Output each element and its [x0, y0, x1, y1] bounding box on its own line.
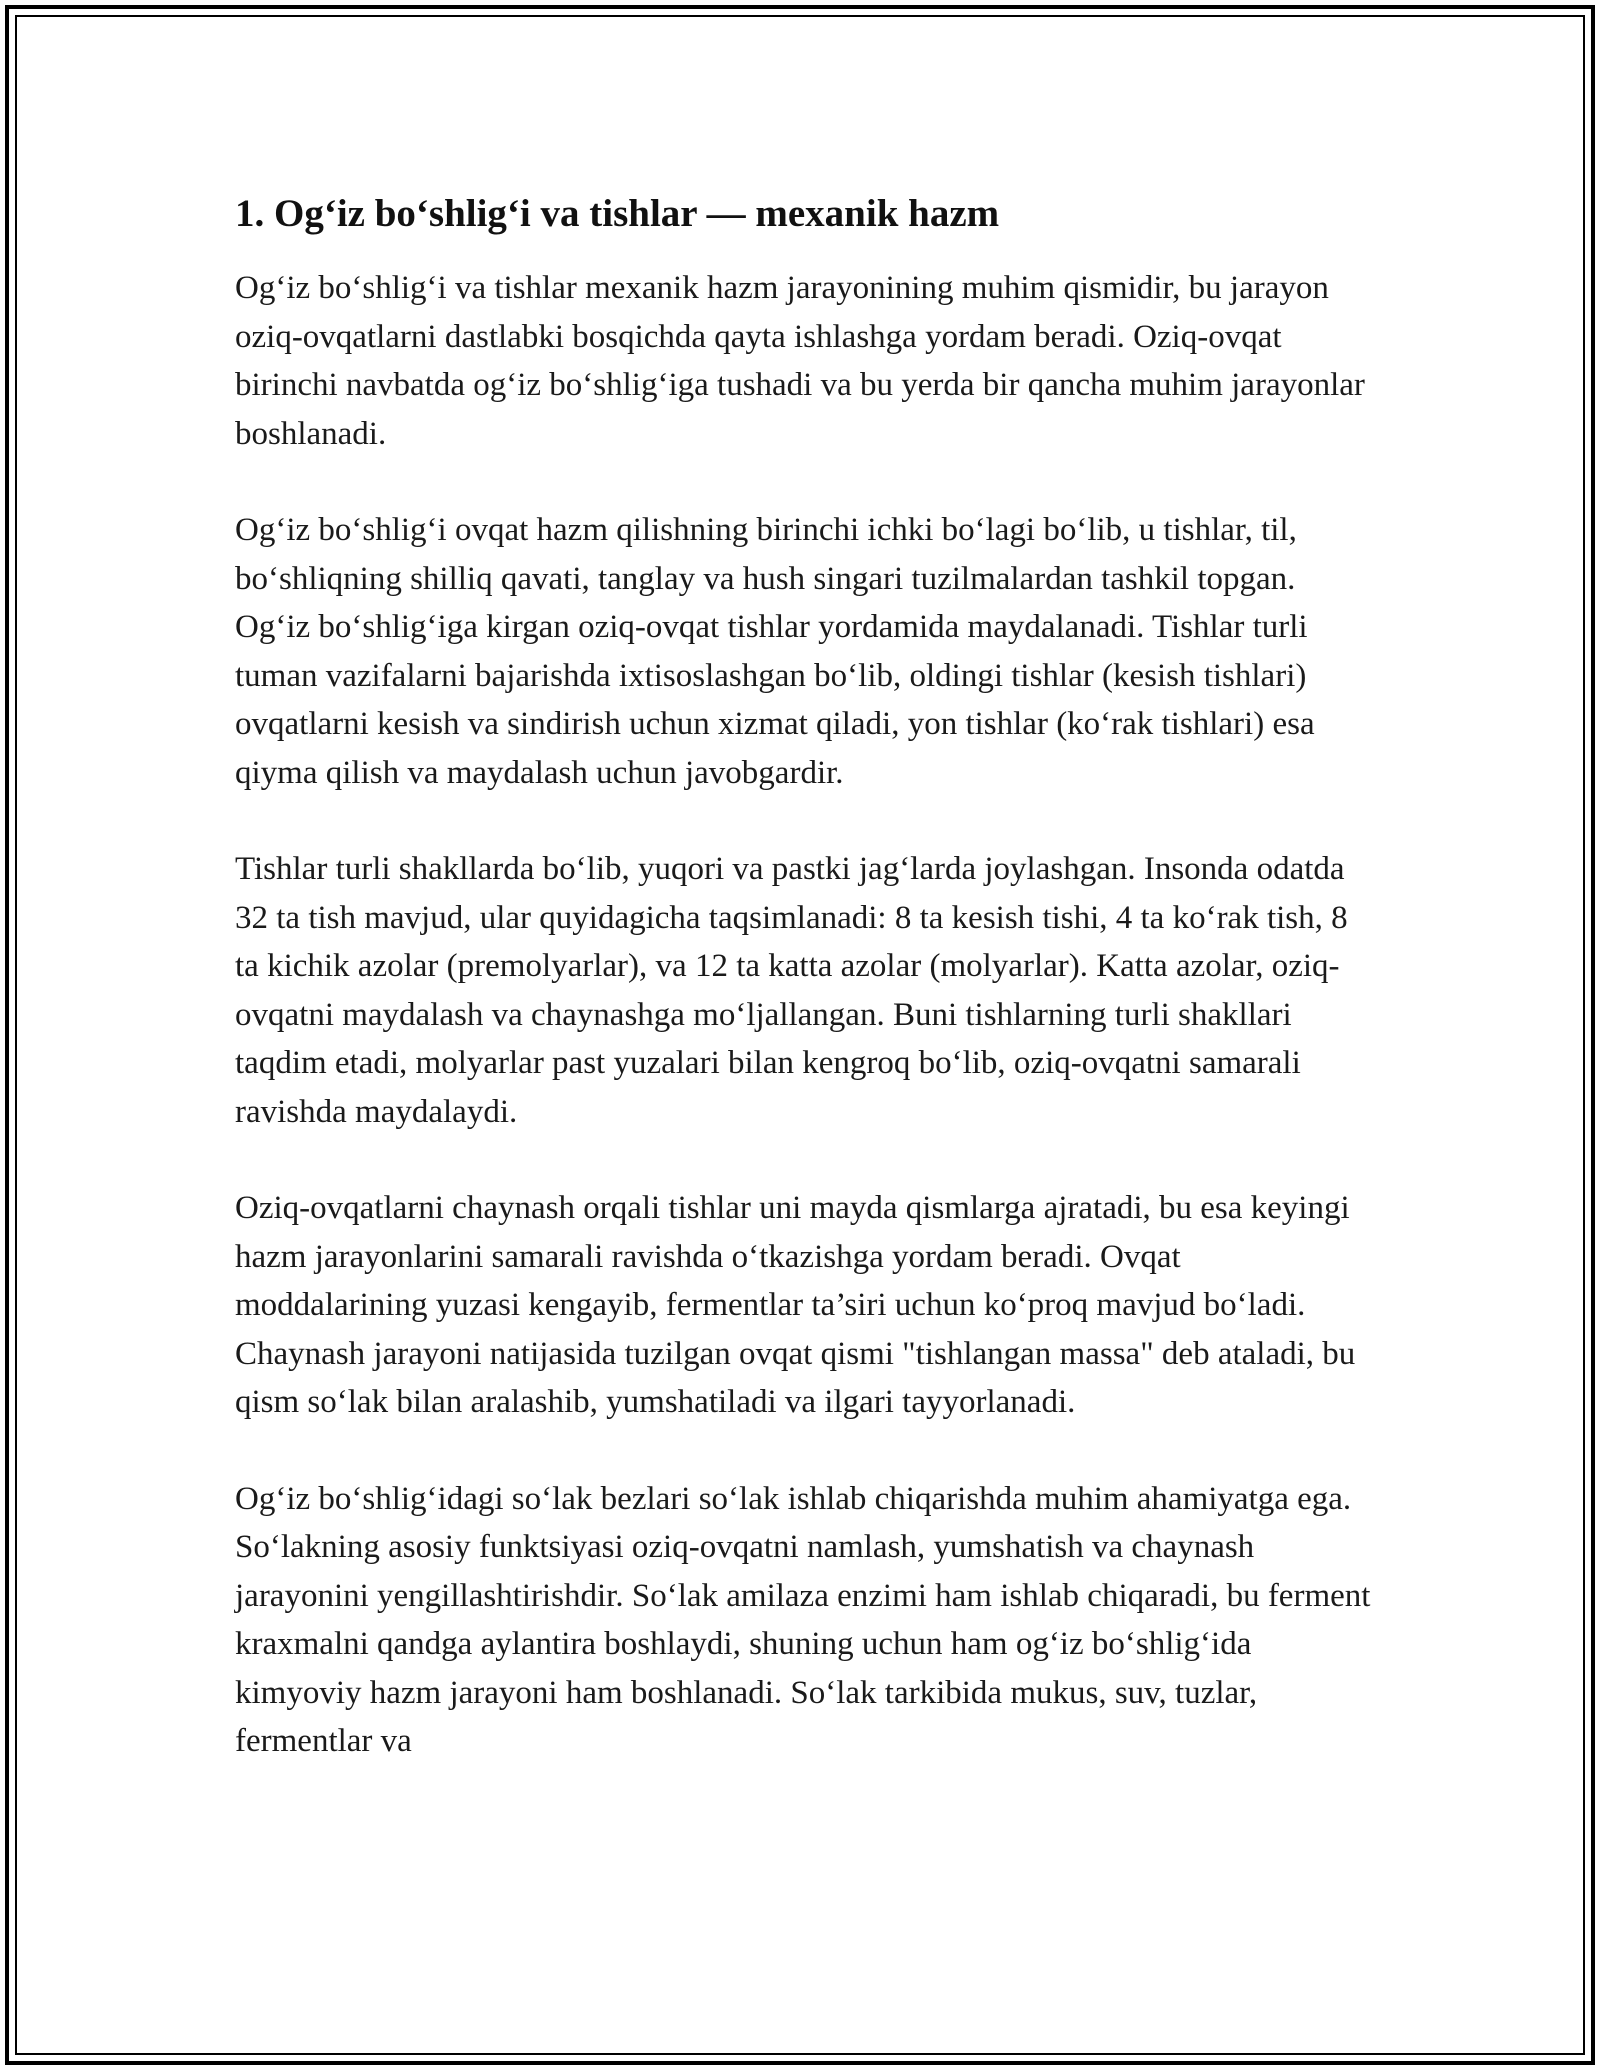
paragraph-5: Og‘iz bo‘shlig‘idagi so‘lak bezlari so‘lak ishlab chiqarishda muhim ahamiyatga ega. So‘lakning asosiy funktsiyasi oziq-ovqatni namlash, yumshatish va chaynash jarayonini yengillashtirishdir. So‘lak amilaza enzimi ham ishlab chiqaradi, bu ferment kraxmalni qandga aylantira boshlaydi, shuning uchun ham og‘iz bo‘shlig‘ida kimyoviy hazm jarayoni ham boshlanadi. So‘lak tarkibida mukus, suv, tuzlar, fermentlar va	[235, 1480, 1371, 1759]
paragraph-3: Tishlar turli shakllarda bo‘lib, yuqori va pastki jag‘larda joylashgan. Insonda odatda 32 ta tish mavjud, ular quyidagicha taqsimlanadi: 8 ta kesish tishi, 4 ta ko‘rak tish, 8 ta kichik azolar (premolyarlar), va 12 ta katta azolar (molyarlar). Katta azolar, oziq-ovqatni maydalash va chaynashga mo‘ljallangan. Buni tishlarning turli shakllari taqdim etadi, molyarlar past yuzalari bilan kengroq bo‘lib, oziq-ovqatni samarali ravishda maydalaydi.	[235, 851, 1348, 1130]
section-heading: 1. Og‘iz bo‘shlig‘i va tishlar — mexanik hazm	[235, 192, 1000, 235]
paragraph-1: Og‘iz bo‘shlig‘i va tishlar mexanik hazm jarayonining muhim qismidir, bu jarayon oziq-ovqatlarni dastlabki bosqichda qayta ishlashga yordam beradi. Oziq-ovqat birinchi navbatda og‘iz bo‘shlig‘iga tushadi va bu yerda bir qancha muhim jarayonlar boshlanadi.	[235, 270, 1365, 452]
paragraph-2: Og‘iz bo‘shlig‘i ovqat hazm qilishning birinchi ichki bo‘lagi bo‘lib, u tishlar, til, bo‘shliqning shilliq qavati, tanglay va hush singari tuzilmalardan tashkil topgan. Og‘iz bo‘shlig‘iga kirgan oziq-ovqat tishlar yordamida maydalanadi. Tishlar turli tuman vazifalarni bajarishda ixtisoslashgan bo‘lib, oldingi tishlar (kesish tishlari) ovqatlarni kesish va sindirish uchun xizmat qiladi, yon tishlar (ko‘rak tishlari) esa qiyma qilish va maydalash uchun javobgardir.	[235, 512, 1315, 791]
paragraph-4: Oziq-ovqatlarni chaynash orqali tishlar uni mayda qismlarga ajratadi, bu esa keyingi hazm jarayonlarini samarali ravishda o‘tkazishga yordam beradi. Ovqat moddalarining yuzasi kengayib, fermentlar ta’siri uchun ko‘proq mavjud bo‘ladi. Chaynash jarayoni natijasida tuzilgan ovqat qismi "tishlangan massa" deb ataladi, bu qism so‘lak bilan aralashib, yumshatiladi va ilgari tayyorlanadi.	[235, 1190, 1356, 1420]
document-page	[235, 190, 1375, 1766]
